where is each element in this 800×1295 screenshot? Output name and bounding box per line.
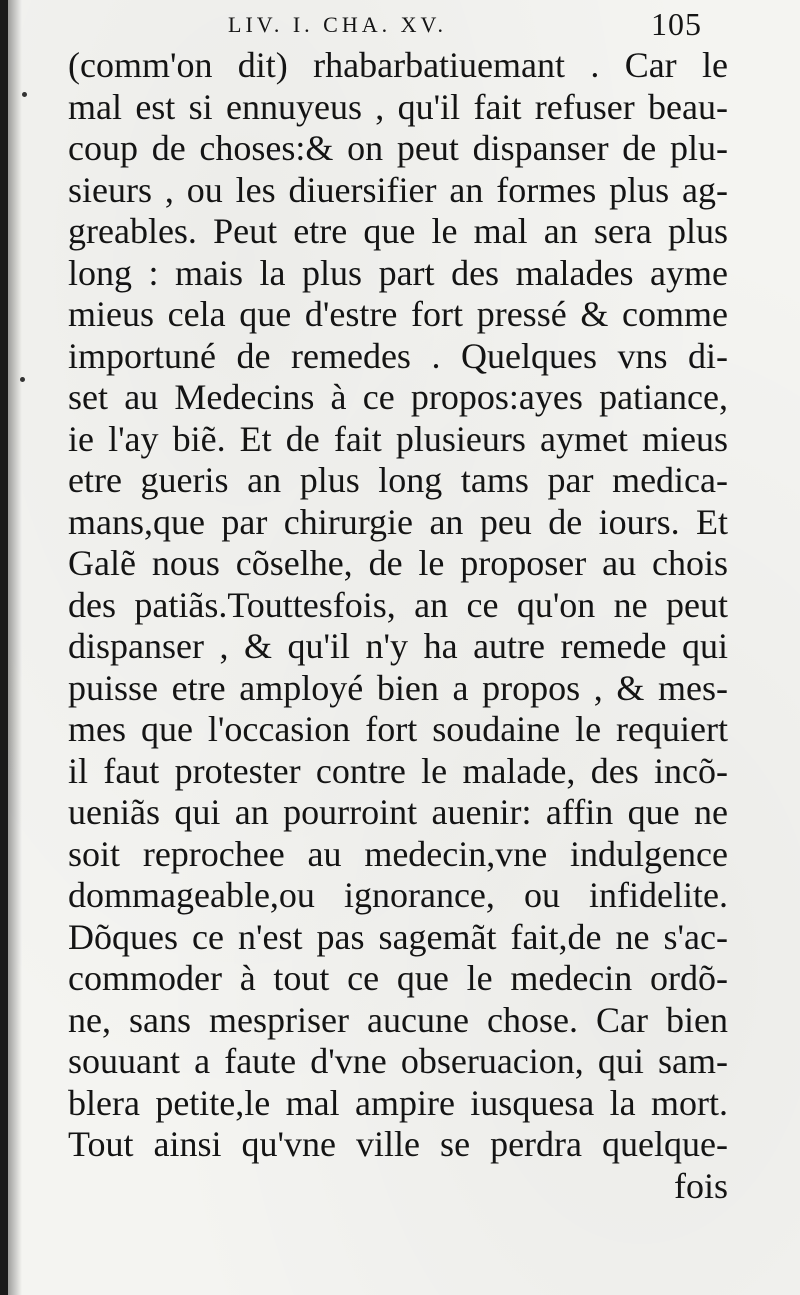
- text-line: dispanser , & qu'il n'y ha autre remede qui: [68, 626, 728, 666]
- text-line: (comm'on dit) rhabarbatiuemant . Car le: [68, 45, 728, 85]
- text-line: mieus cela que d'estre fort pressé & comme: [68, 294, 728, 334]
- book-page: [8, 0, 800, 1295]
- text-line: ne, sans mespriser aucune chose. Car bien: [68, 999, 728, 1040]
- text-line: puisse etre amployé bien a propos , & mes-: [68, 667, 728, 708]
- running-head-title: LIV. I. CHA. XV.: [228, 12, 448, 37]
- text-line: importuné de remedes . Quelques vns di-: [68, 335, 728, 376]
- page-number: 105: [651, 6, 702, 42]
- text-line: greables. Peut etre que le mal an sera plus: [68, 211, 728, 251]
- margin-speck: [20, 377, 25, 382]
- text-line: mal est si ennuyeus , qu'il fait refuser beau-: [68, 86, 728, 127]
- text-line: Galẽ nous cõselhe, de le proposer au chois: [68, 543, 728, 583]
- text-line: set au Medecins à ce propos:ayes patiance,: [68, 377, 728, 417]
- margin-speck: [22, 92, 27, 97]
- text-line: souuant a faute d'vne obseruacion, qui sam-: [68, 1041, 728, 1081]
- body-text: [68, 45, 728, 1207]
- text-line: mans,que par chirurgie an peu de iours. Et: [68, 501, 728, 542]
- text-line: Dõques ce n'est pas sagemãt fait,de ne s'ac-: [68, 916, 728, 957]
- running-head: [8, 4, 800, 44]
- text-line: long : mais la plus part des malades ayme: [68, 252, 728, 293]
- page-gutter-shadow: [8, 0, 22, 1295]
- text-line: coup de choses:& on peut dispanser de plu-: [68, 128, 728, 168]
- text-line: Tout ainsi qu'vne ville se perdra quelque-: [68, 1124, 728, 1164]
- text-line: il faut protester contre le malade, des incõ-: [68, 750, 728, 791]
- text-line: mes que l'occasion fort soudaine le requiert: [68, 709, 728, 749]
- text-line: soit reprochee au medecin,vne indulgence: [68, 833, 728, 874]
- text-line: commoder à tout ce que le medecin ordõ-: [68, 958, 728, 998]
- text-line: ueniãs qui an pourroint auenir: affin que ne: [68, 792, 728, 832]
- text-line: dommageable,ou ignorance, ou infidelite.: [68, 875, 728, 915]
- text-line: blera petite,le mal ampire iusquesa la mort.: [68, 1082, 728, 1123]
- catchword: fois: [674, 1165, 728, 1206]
- text-line: des patiãs.Touttesfois, an ce qu'on ne peut: [68, 584, 728, 625]
- text-line: etre gueris an plus long tams par medica-: [68, 460, 728, 500]
- text-line: ie l'ay biẽ. Et de fait plusieurs aymet mieus: [68, 418, 728, 459]
- text-line: sieurs , ou les diuersifier an formes plus ag-: [68, 169, 728, 210]
